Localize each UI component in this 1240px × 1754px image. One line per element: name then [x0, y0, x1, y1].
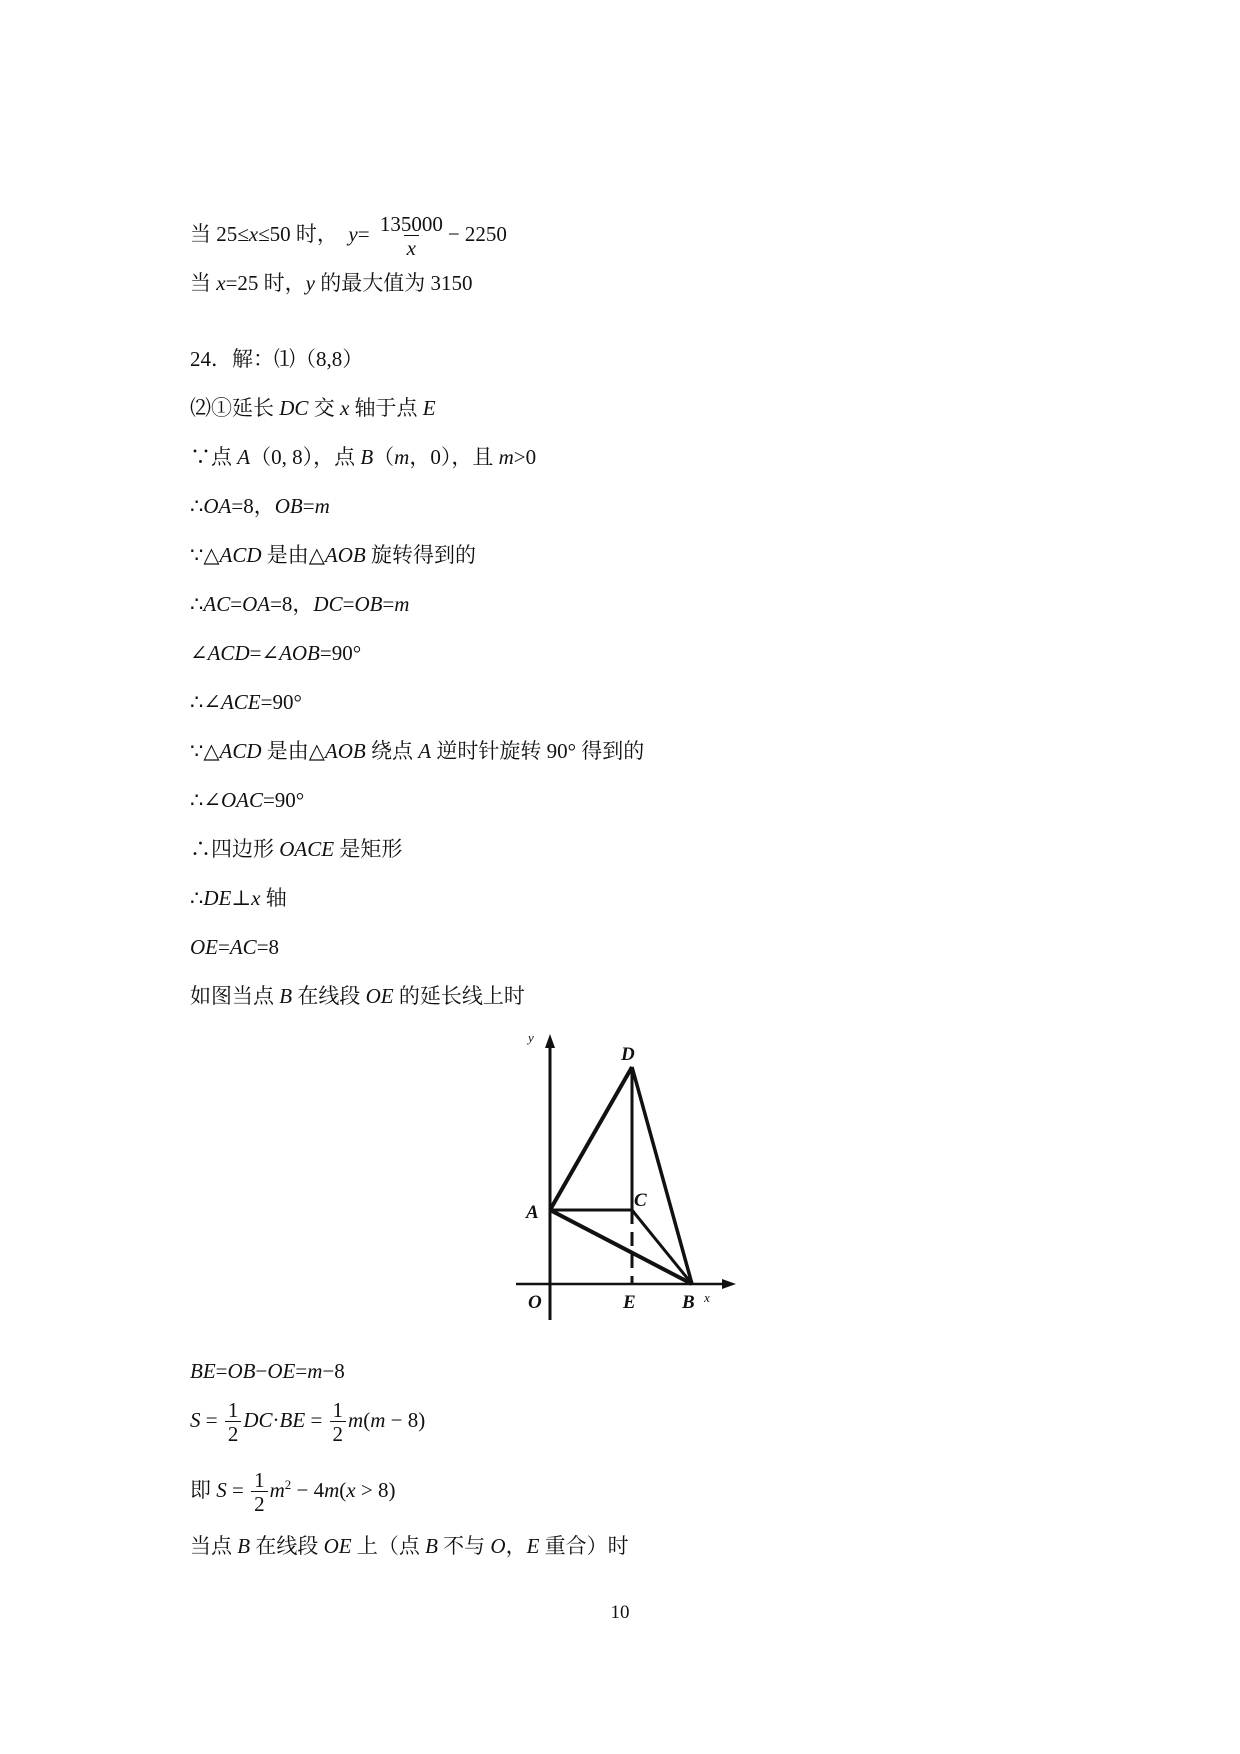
- text: 如图当点: [190, 984, 280, 1008]
- var: O: [490, 1534, 506, 1558]
- text: ∴∠: [190, 788, 221, 812]
- text: ∴四边形: [190, 837, 280, 861]
- var: B: [425, 1534, 438, 1558]
- text: 绕点: [365, 739, 419, 763]
- text: 是由△: [261, 739, 325, 763]
- var: A: [237, 445, 251, 469]
- text: 在线段: [250, 1534, 324, 1558]
- text: =: [226, 1478, 250, 1502]
- segment-ab: [550, 1210, 692, 1284]
- var: m: [394, 445, 410, 469]
- text: 交: [308, 396, 340, 420]
- var: E: [422, 396, 436, 420]
- var: x: [251, 886, 261, 910]
- segment-ad: [550, 1067, 632, 1210]
- text-line-13: [190, 836, 402, 862]
- x-axis-arrow: [722, 1279, 736, 1289]
- var: A: [418, 739, 432, 763]
- text-line-10: [190, 689, 302, 715]
- text: ∠: [190, 641, 208, 665]
- text: ∵△: [190, 543, 220, 567]
- text: ∴: [190, 592, 204, 616]
- text: ∴: [190, 494, 204, 518]
- var: ACE: [220, 690, 261, 714]
- var: AOB: [279, 641, 320, 665]
- var: x: [248, 222, 259, 246]
- text-line-7: [190, 542, 476, 568]
- var: AC: [203, 592, 231, 616]
- text: − 2250: [447, 222, 507, 246]
- text-line-19: [190, 1461, 395, 1516]
- var: S: [190, 1408, 201, 1432]
- denominator: [404, 235, 419, 260]
- text-line-6: [190, 493, 330, 519]
- text: 重合）时: [539, 1534, 629, 1558]
- label-b: B: [682, 1292, 695, 1313]
- var: ACD: [219, 739, 262, 763]
- text: ∴∠: [190, 690, 221, 714]
- text: （0, 8），点: [250, 445, 361, 469]
- var: x: [406, 235, 416, 260]
- fraction: [377, 213, 446, 260]
- text-line-9: [190, 640, 361, 666]
- text-line-14: [190, 885, 287, 911]
- var: DC: [243, 1408, 273, 1432]
- text: ∵点: [190, 445, 238, 469]
- text-line-16: [190, 983, 525, 1009]
- text: (: [363, 1408, 371, 1432]
- var: BE: [279, 1408, 306, 1432]
- var: m: [324, 1478, 340, 1502]
- var: OA: [242, 592, 271, 616]
- label-o: O: [528, 1292, 542, 1313]
- text: 轴: [260, 886, 287, 910]
- text-line-4: [190, 395, 436, 421]
- text-line-1: [190, 210, 507, 260]
- text: =90°: [262, 788, 305, 812]
- label-d: D: [621, 1044, 635, 1065]
- var: m: [394, 592, 410, 616]
- segment-db: [632, 1067, 692, 1284]
- var: E: [526, 1534, 540, 1558]
- numerator: 1: [332, 1397, 344, 1422]
- label-e: E: [623, 1292, 636, 1313]
- text: =: [295, 1359, 308, 1383]
- text: =: [302, 494, 315, 518]
- text: ，0），且: [409, 445, 499, 469]
- var: DE: [203, 886, 232, 910]
- var: S: [216, 1478, 227, 1502]
- exponent: 2: [284, 1477, 292, 1492]
- denominator: 2: [330, 1421, 347, 1446]
- var: OB: [354, 592, 383, 616]
- text: 的延长线上时: [393, 984, 525, 1008]
- text: 当 25≤: [190, 222, 249, 246]
- text-line-17: [190, 1358, 345, 1384]
- text-line-20: [190, 1533, 629, 1559]
- text-line-8: [190, 591, 409, 617]
- var: m: [370, 1408, 386, 1432]
- text: =: [342, 592, 355, 616]
- label-y: y: [528, 1030, 534, 1045]
- text-line-2: [190, 270, 473, 296]
- numerator: 135000: [379, 211, 443, 236]
- fraction: [330, 1399, 347, 1446]
- text: 的最大值为 3150: [315, 271, 473, 295]
- text: −8: [322, 1359, 345, 1383]
- text: 旋转得到的: [365, 543, 476, 567]
- var: m: [314, 494, 330, 518]
- text: ∵△: [190, 739, 220, 763]
- var: m: [348, 1408, 364, 1432]
- var: OE: [365, 984, 394, 1008]
- text: 当: [190, 271, 217, 295]
- text: =90°: [260, 690, 302, 714]
- var: B: [279, 984, 293, 1008]
- var: OE: [323, 1534, 352, 1558]
- var: OA: [203, 494, 232, 518]
- text: ∴: [190, 886, 204, 910]
- text: （: [373, 445, 395, 469]
- var: OAC: [220, 788, 263, 812]
- var: AC: [229, 935, 257, 959]
- text: > 8): [355, 1478, 396, 1502]
- text: 当点: [190, 1534, 238, 1558]
- text: =: [357, 222, 370, 246]
- label-c: C: [634, 1190, 647, 1211]
- text: 不与: [437, 1534, 491, 1558]
- var: m: [307, 1359, 323, 1383]
- var: B: [237, 1534, 251, 1558]
- var: OE: [267, 1359, 296, 1383]
- text: =: [230, 592, 243, 616]
- numerator: 1: [254, 1467, 265, 1492]
- text: >0: [513, 445, 537, 469]
- text: (: [339, 1478, 347, 1502]
- text: 即: [190, 1478, 217, 1502]
- text: ⊥: [231, 886, 252, 910]
- geometry-figure: [508, 1030, 738, 1335]
- fraction: [225, 1399, 242, 1446]
- label-x: x: [704, 1290, 710, 1305]
- text: =: [218, 935, 230, 959]
- page-number: 10: [610, 1602, 630, 1623]
- text-line-11: [190, 738, 644, 764]
- text: 是由△: [261, 543, 325, 567]
- var: OB: [227, 1359, 256, 1383]
- text: 是矩形: [334, 837, 403, 861]
- text: 在线段: [292, 984, 366, 1008]
- text: =: [200, 1408, 223, 1432]
- var: ACD: [207, 641, 250, 665]
- var: AOB: [324, 739, 366, 763]
- var: y: [305, 271, 315, 295]
- text: ·: [272, 1408, 280, 1432]
- var: x: [216, 271, 226, 295]
- text-line-12: [190, 787, 304, 813]
- numerator: 1: [227, 1397, 239, 1422]
- text: =: [215, 1359, 228, 1383]
- text: 上（点: [351, 1534, 426, 1558]
- text: 轴于点: [349, 396, 423, 420]
- var: DC: [279, 396, 309, 420]
- label-a: A: [526, 1202, 539, 1223]
- denominator: 2: [225, 1421, 242, 1446]
- text: − 8): [385, 1408, 426, 1432]
- var: B: [360, 445, 374, 469]
- text: =∠: [249, 641, 280, 665]
- text-line-18: [190, 1396, 425, 1446]
- text: =25 时，: [225, 271, 306, 295]
- var: OACE: [279, 837, 335, 861]
- text: 24．解：⑴（8,8）: [190, 347, 364, 371]
- var: y: [348, 222, 358, 246]
- text: −: [255, 1359, 268, 1383]
- text: =90°: [319, 641, 362, 665]
- text: ⑵①延长: [190, 396, 280, 420]
- var: OB: [274, 494, 303, 518]
- denominator: 2: [251, 1491, 268, 1516]
- text-line-5: [190, 444, 536, 470]
- var: x: [346, 1478, 356, 1502]
- var: DC: [313, 592, 343, 616]
- text: =: [305, 1408, 328, 1432]
- text: − 4: [291, 1478, 325, 1502]
- var: OE: [190, 935, 218, 959]
- text: =8，: [270, 592, 314, 616]
- text-line-3: [190, 346, 363, 372]
- var: m: [269, 1478, 285, 1502]
- text: ≤50 时，: [258, 222, 338, 246]
- text: =8，: [231, 494, 275, 518]
- fraction: [251, 1469, 268, 1516]
- text: =8: [256, 935, 280, 959]
- text-line-15: [190, 934, 279, 960]
- text: =: [382, 592, 395, 616]
- var: ACD: [219, 543, 262, 567]
- var: x: [339, 396, 350, 420]
- y-axis-arrow: [545, 1034, 555, 1048]
- var: m: [498, 445, 514, 469]
- var: BE: [190, 1359, 216, 1383]
- text: 逆时针旋转 90° 得到的: [431, 739, 645, 763]
- var: AOB: [324, 543, 366, 567]
- text: ，: [505, 1534, 527, 1558]
